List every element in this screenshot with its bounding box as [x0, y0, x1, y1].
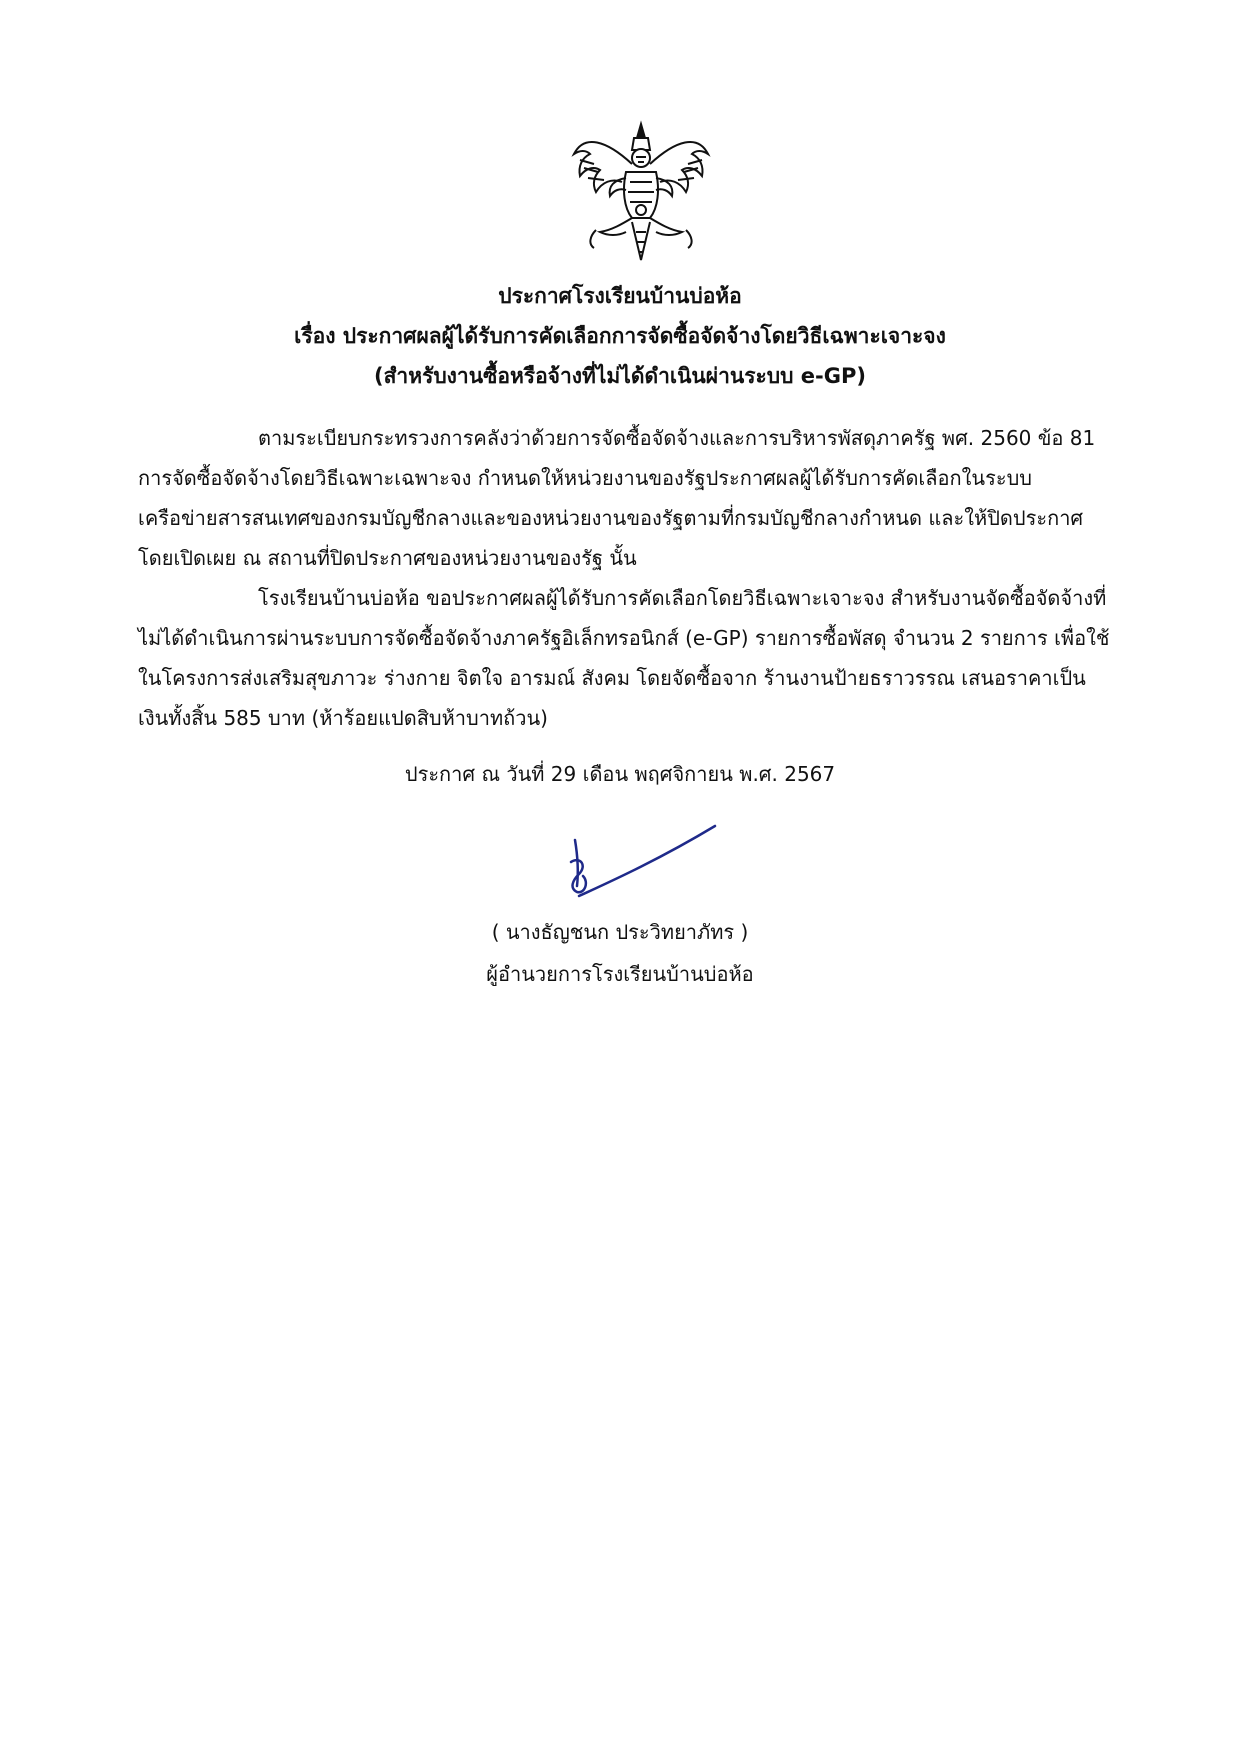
- paragraph-line: ในโครงการส่งเสริมสุขภาวะ ร่างกาย จิตใจ อารมณ์ สังคม โดยจัดซื้อจาก ร้านงานป้ายธราวรรณ เสนอราคาเป็น: [138, 666, 1086, 690]
- announcement-subject: เรื่อง ประกาศผลผู้ได้รับการคัดเลือกการจัดซื้อจัดจ้างโดยวิธีเฉพาะเจาะจง: [294, 324, 946, 348]
- body-paragraph-2: [138, 578, 1128, 738]
- signer-position: ผู้อำนวยการโรงเรียนบ้านบ่อห้อ: [486, 962, 754, 986]
- garuda-emblem-icon: [566, 120, 716, 270]
- paragraph-line: การจัดซื้อจัดจ้างโดยวิธีเฉพาะเฉพาะจง กำหนดให้หน่วยงานของรัฐประกาศผลผู้ได้รับการคัดเลือกในระบบ: [138, 466, 1032, 490]
- announcement-subtitle: (สำหรับงานซื้อหรือจ้างที่ไม่ได้ดำเนินผ่านระบบ e-GP): [374, 364, 866, 388]
- signer-name: ( นางธัญชนก ประวิทยาภัทร ): [491, 920, 749, 944]
- paragraph-line: เครือข่ายสารสนเทศของกรมบัญชีกลางและของหน่วยงานของรัฐตามที่กรมบัญชีกลางกำหนด และให้ปิดประกาศ: [138, 506, 1084, 530]
- announcement-date: ประกาศ ณ วันที่ 29 เดือน พฤศจิกายน พ.ศ. 2567: [404, 762, 836, 786]
- announcement-title: ประกาศโรงเรียนบ้านบ่อห้อ: [498, 284, 742, 308]
- paragraph-line: เงินทั้งสิ้น 585 บาท (ห้าร้อยแปดสิบห้าบาทถ้วน): [138, 706, 548, 730]
- paragraph-line: โดยเปิดเผย ณ สถานที่ปิดประกาศของหน่วยงานของรัฐ นั้น: [138, 546, 637, 570]
- handwritten-signature: [565, 822, 740, 922]
- paragraph-line: โรงเรียนบ้านบ่อห้อ ขอประกาศผลผู้ได้รับการคัดเลือกโดยวิธีเฉพาะเจาะจง สำหรับงานจัดซื้อจัดจ้างที่: [258, 586, 1107, 610]
- paragraph-line: ไม่ได้ดำเนินการผ่านระบบการจัดซื้อจัดจ้างภาครัฐอิเล็กทรอนิกส์ (e-GP) รายการซื้อพัสดุ จำนวน 2 รายการ เพื่อใช้: [138, 626, 1110, 650]
- paragraph-line: ตามระเบียบกระทรวงการคลังว่าด้วยการจัดซื้อจัดจ้างและการบริหารพัสดุภาครัฐ พศ. 2560 ข้อ 81: [258, 426, 1096, 450]
- body-paragraph-1: [138, 418, 1128, 578]
